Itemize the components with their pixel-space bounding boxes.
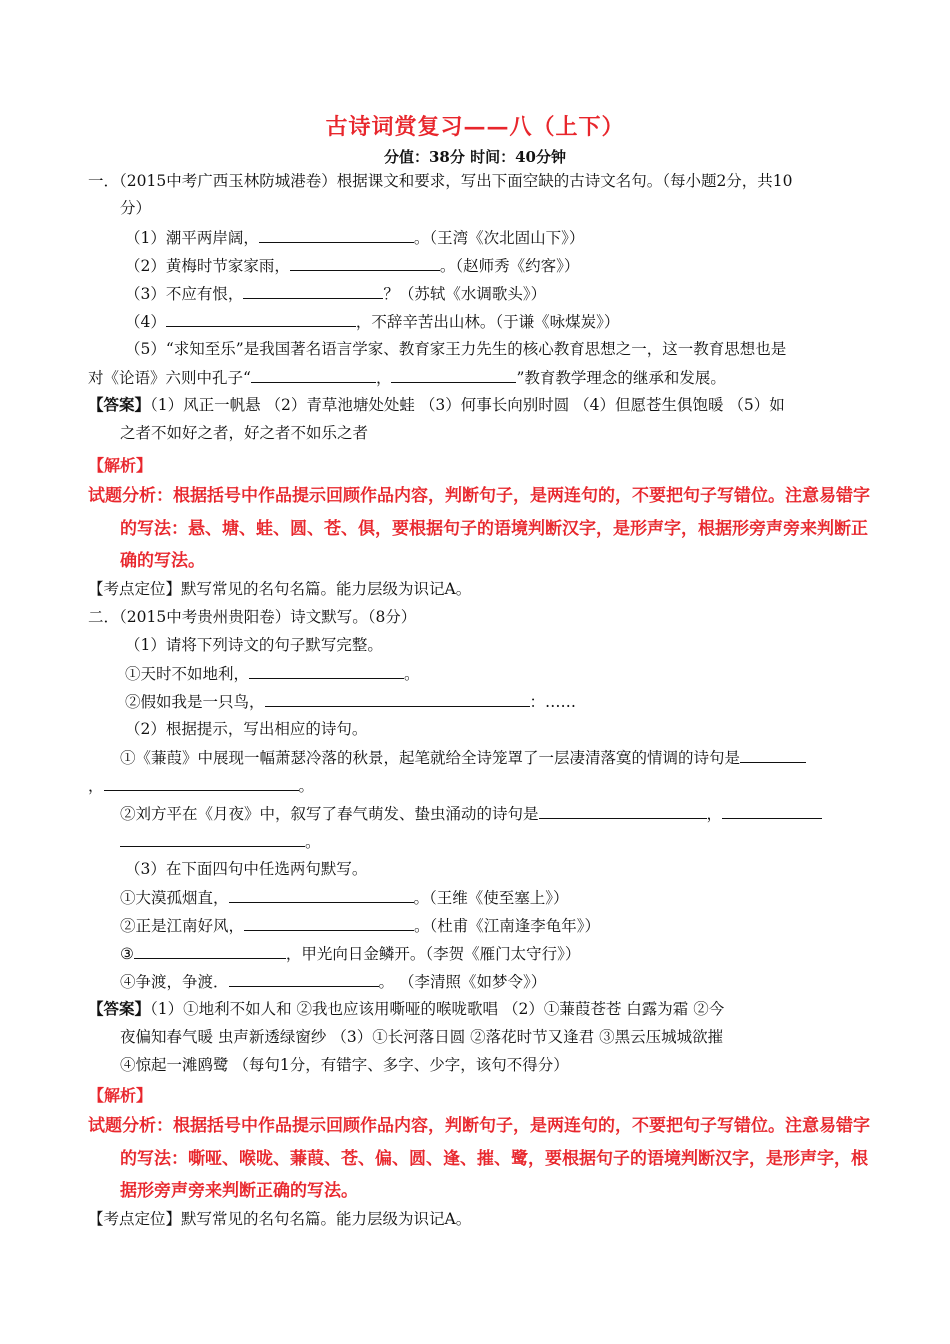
answer-blank[interactable] bbox=[539, 802, 707, 819]
q2-part-1b-prefix: ②假如我是一只鸟， bbox=[125, 693, 265, 711]
q2-part-1a-prefix: ①天时不如地利， bbox=[125, 665, 250, 683]
q2-answer-cont-1: 夜偏知春气暖 虫声新透绿窗纱 （3）①长河落日圆 ②落花时节又逢君 ③黑云压城城欲摧 bbox=[120, 1028, 724, 1046]
answer-blank[interactable] bbox=[166, 310, 356, 327]
q2-part-3a-prefix: ①大漠孤烟直， bbox=[120, 889, 229, 907]
q2-part-2b-cont-suffix: 。 bbox=[305, 833, 321, 851]
q1-item-2-suffix: 。（赵师秀《约客》） bbox=[439, 257, 580, 275]
q1-kaodian: 【考点定位】默写常见的名句名篇。能力层级为识记A。 bbox=[88, 580, 472, 598]
q1-item-4 bbox=[125, 310, 619, 333]
answer-blank[interactable] bbox=[290, 254, 440, 271]
q2-part-2a-cont bbox=[88, 774, 314, 797]
q2-part-3a-suffix: 。（王维《使至塞上》） bbox=[413, 889, 569, 907]
q2-part-1b bbox=[125, 690, 576, 713]
q2-part-3d-suffix: 。 （李清照《如梦令》） bbox=[378, 973, 547, 991]
q2-analysis-line-2: 的写法：嘶哑、喉咙、蒹葭、苍、偏、圆、逢、摧、鹭，要根据句子的语境判断汉字，是形声字，根 bbox=[120, 1149, 868, 1169]
q2-part-1: （1）请将下列诗文的句子默写完整。 bbox=[125, 636, 383, 654]
q2-part-3a bbox=[120, 886, 569, 909]
q1-item-3 bbox=[125, 282, 546, 305]
q1-analysis-line-1: 试题分析：根据括号中作品提示回顾作品内容，判断句子，是两连句的，不要把句子写错位。注意易错字 bbox=[88, 486, 870, 506]
q1-item-2-prefix: （2）黄梅时节家家雨， bbox=[125, 257, 290, 275]
q2-part-2b-text: ②刘方平在《月夜》中，叙写了春气萌发、蛰虫涌动的诗句是 bbox=[120, 805, 539, 823]
q2-part-1a-suffix: 。 bbox=[404, 665, 420, 683]
q1-analysis-heading: 【解析】 bbox=[88, 456, 153, 475]
answer-tag: 【答案】 bbox=[88, 999, 151, 1018]
q2-part-1a bbox=[125, 662, 420, 685]
q1-item-3-prefix: （3）不应有恨， bbox=[125, 285, 244, 303]
q2-part-3d bbox=[120, 970, 546, 993]
q2-part-2b-cont bbox=[120, 830, 321, 853]
q1-item-5-mid: ， bbox=[375, 369, 392, 387]
q2-part-3c-suffix: ，甲光向日金鳞开。（李贺《雁门太守行》） bbox=[285, 945, 581, 963]
page-subtitle: 分值：38分 时间：40分钟 bbox=[384, 148, 566, 166]
answer-blank[interactable] bbox=[722, 802, 822, 819]
q1-analysis-line-3: 确的写法。 bbox=[120, 551, 205, 571]
answer-blank[interactable] bbox=[391, 366, 516, 383]
answer-blank[interactable] bbox=[104, 774, 299, 791]
answer-blank[interactable] bbox=[259, 226, 414, 243]
answer-blank[interactable] bbox=[251, 366, 376, 383]
answer-tag: 【答案】 bbox=[88, 395, 151, 414]
q2-part-2a-cont-prefix: ， bbox=[88, 777, 104, 795]
q1-answer-text: （1）风正一帆悬 （2）青草池塘处处蛙 （3）何事长向别时圆 （4）但愿苍生俱饱暖 （5）如 bbox=[150, 396, 785, 414]
q1-item-5: （5）“求知至乐”是我国著名语言学家、教育家王力先生的核心教育思想之一，这一教育思想也是 bbox=[125, 340, 787, 358]
q1-item-1 bbox=[125, 226, 584, 249]
q1-analysis-line-2: 的写法：悬、塘、蛙、圆、苍、俱，要根据句子的语境判断汉字，是形声字，根据形旁声旁来判断正 bbox=[120, 519, 868, 539]
q1-answer bbox=[88, 394, 785, 416]
q1-heading: 一．（2015中考广西玉林防城港卷）根据课文和要求，写出下面空缺的古诗文名句。（每小题2分，共10 bbox=[88, 172, 793, 190]
page-title: 古诗词赏复习——八（上下） bbox=[325, 114, 625, 140]
q1-item-5-suffix: ”教育教学理念的继承和发展。 bbox=[516, 369, 726, 387]
q2-part-3d-prefix: ④争渡，争渡． bbox=[120, 973, 229, 991]
q1-answer-cont: 之者不如好之者，好之者不如乐之者 bbox=[120, 424, 369, 442]
answer-blank[interactable] bbox=[244, 914, 414, 931]
answer-blank[interactable] bbox=[243, 282, 383, 299]
q2-part-3b-prefix: ②正是江南好风， bbox=[120, 917, 245, 935]
q2-answer bbox=[88, 998, 724, 1020]
answer-blank[interactable] bbox=[134, 942, 286, 959]
q2-part-3b-suffix: 。（杜甫《江南逢李龟年》） bbox=[414, 917, 601, 935]
q1-item-1-suffix: 。（王湾《次北固山下》） bbox=[413, 229, 585, 247]
q2-analysis-heading: 【解析】 bbox=[88, 1086, 153, 1105]
answer-blank[interactable] bbox=[120, 830, 305, 847]
q2-part-3b bbox=[120, 914, 600, 937]
q2-part-2a-cont-suffix: 。 bbox=[298, 777, 315, 795]
q2-part-3: （3）在下面四句中任选两句默写。 bbox=[125, 860, 368, 878]
q1-item-5-prefix: 对《论语》六则中孔子“ bbox=[88, 369, 251, 387]
q1-heading-cont: 分） bbox=[120, 199, 152, 217]
q2-part-2: （2）根据提示，写出相应的诗句。 bbox=[125, 720, 368, 738]
answer-blank[interactable] bbox=[740, 746, 806, 763]
q1-item-2 bbox=[125, 254, 579, 277]
q1-item-3-suffix: ？（苏轼《水调歌头》） bbox=[383, 285, 547, 303]
q2-part-2b-mid: ， bbox=[706, 805, 723, 823]
q2-answer-cont-2: ④惊起一滩鸥鹭 （每句1分，有错字、多字、少字，该句不得分） bbox=[120, 1056, 569, 1074]
answer-blank[interactable] bbox=[229, 970, 379, 987]
q2-analysis-line-1: 试题分析：根据括号中作品提示回顾作品内容，判断句子，是两连句的，不要把句子写错位。注意易错字 bbox=[88, 1116, 870, 1136]
answer-blank[interactable] bbox=[249, 662, 404, 679]
q2-part-1b-suffix: ：…… bbox=[529, 693, 577, 711]
q2-part-3c-prefix: ③ bbox=[120, 945, 134, 963]
q2-answer-text: （1）①地利不如人和 ②我也应该用嘶哑的喉咙歌唱 （2）①蒹葭苍苍 白露为霜 ②今 bbox=[150, 1000, 725, 1018]
q2-kaodian: 【考点定位】默写常见的名句名篇。能力层级为识记A。 bbox=[88, 1210, 472, 1228]
answer-blank[interactable] bbox=[229, 886, 414, 903]
q1-item-4-prefix: （4） bbox=[125, 313, 166, 331]
q2-part-2a bbox=[120, 746, 806, 769]
q2-part-2a-text: ①《蒹葭》中展现一幅萧瑟冷落的秋景，起笔就给全诗笼罩了一层凄清落寞的情调的诗句是 bbox=[120, 749, 741, 767]
q2-heading: 二．（2015中考贵州贵阳卷）诗文默写。（8分） bbox=[88, 608, 417, 626]
answer-blank[interactable] bbox=[265, 690, 530, 707]
q1-item-1-prefix: （1）潮平两岸阔， bbox=[125, 229, 259, 247]
q1-item-5-cont bbox=[88, 366, 726, 389]
q2-part-2b bbox=[120, 802, 822, 825]
q2-analysis-line-3: 据形旁声旁来判断正确的写法。 bbox=[120, 1181, 358, 1201]
q1-item-4-suffix: ，不辞辛苦出山林。（于谦《咏煤炭》） bbox=[355, 313, 620, 331]
q2-part-3c bbox=[120, 942, 580, 965]
